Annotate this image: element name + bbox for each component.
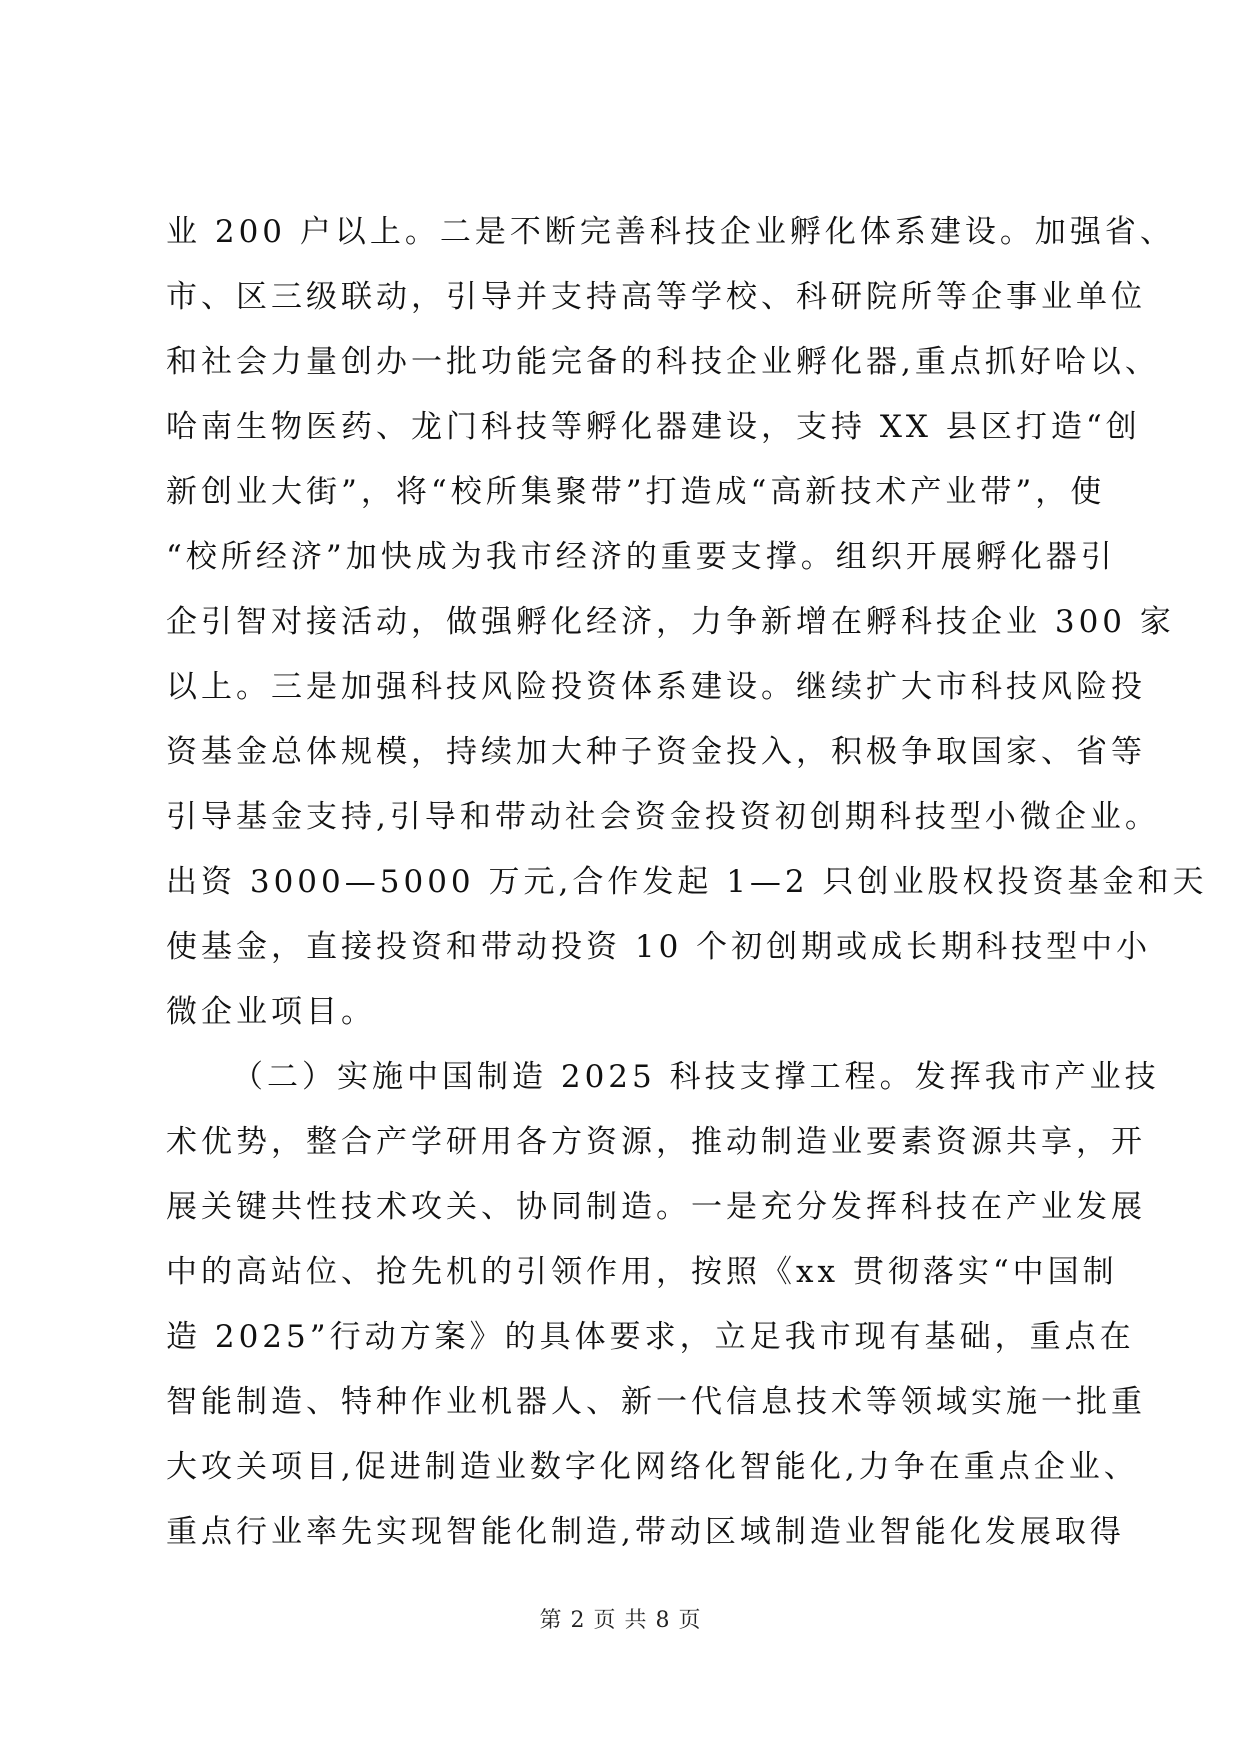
body-text-line: 资基金总体规模，持续加大种子资金投入，积极争取国家、省等 xyxy=(166,734,1146,770)
body-text-line: 新创业大街”，将“校所集聚带”打造成“高新技术产业带”，使 xyxy=(166,474,1106,510)
body-text-line: 哈南生物医药、龙门科技等孵化器建设，支持 XX 县区打造“创 xyxy=(166,409,1141,445)
body-text-line: 智能制造、特种作业机器人、新一代信息技术等领域实施一批重 xyxy=(166,1384,1146,1420)
body-text-line: 重点行业率先实现智能化制造,带动区域制造业智能化发展取得 xyxy=(166,1514,1125,1550)
body-text-line: 引导基金支持,引导和带动社会资金投资初创期科技型小微企业。 xyxy=(166,799,1160,835)
body-text-line: 展关键共性技术攻关、协同制造。一是充分发挥科技在产业发展 xyxy=(166,1189,1146,1225)
body-text-line: 微企业项目。 xyxy=(166,994,376,1030)
page-number-footer: 第 2 页 共 8 页 xyxy=(539,1608,702,1633)
body-text-line: 大攻关项目,促进制造业数字化网络化智能化,力争在重点企业、 xyxy=(166,1449,1139,1485)
body-text-line: 使基金，直接投资和带动投资 10 个初创期或成长期科技型中小 xyxy=(166,929,1152,965)
section-heading-line: （二）实施中国制造 2025 科技支撑工程。发挥我市产业技 xyxy=(232,1059,1160,1095)
body-text-line: “校所经济”加快成为我市经济的重要支撑。组织开展孵化器引 xyxy=(166,539,1116,575)
body-text-line: 中的高站位、抢先机的引领作用，按照《xx 贯彻落实“中国制 xyxy=(166,1254,1118,1290)
body-text-line: 造 2025”行动方案》的具体要求，立足我市现有基础，重点在 xyxy=(166,1319,1135,1355)
body-text-line: 业 200 户以上。二是不断完善科技企业孵化体系建设。加强省、 xyxy=(166,214,1175,250)
body-text-line: 以上。三是加强科技风险投资体系建设。继续扩大市科技风险投 xyxy=(166,669,1146,705)
body-text-line: 出资 3000—5000 万元,合作发起 1—2 只创业股权投资基金和天 xyxy=(166,864,1208,900)
body-text-line: 市、区三级联动，引导并支持高等学校、科研院所等企事业单位 xyxy=(166,279,1146,315)
body-text-line: 术优势，整合产学研用各方资源，推动制造业要素资源共享，开 xyxy=(166,1124,1146,1160)
body-text-line: 和社会力量创办一批功能完备的科技企业孵化器,重点抓好哈以、 xyxy=(166,344,1160,380)
body-text-line: 企引智对接活动，做强孵化经济，力争新增在孵科技企业 300 家 xyxy=(166,604,1175,640)
